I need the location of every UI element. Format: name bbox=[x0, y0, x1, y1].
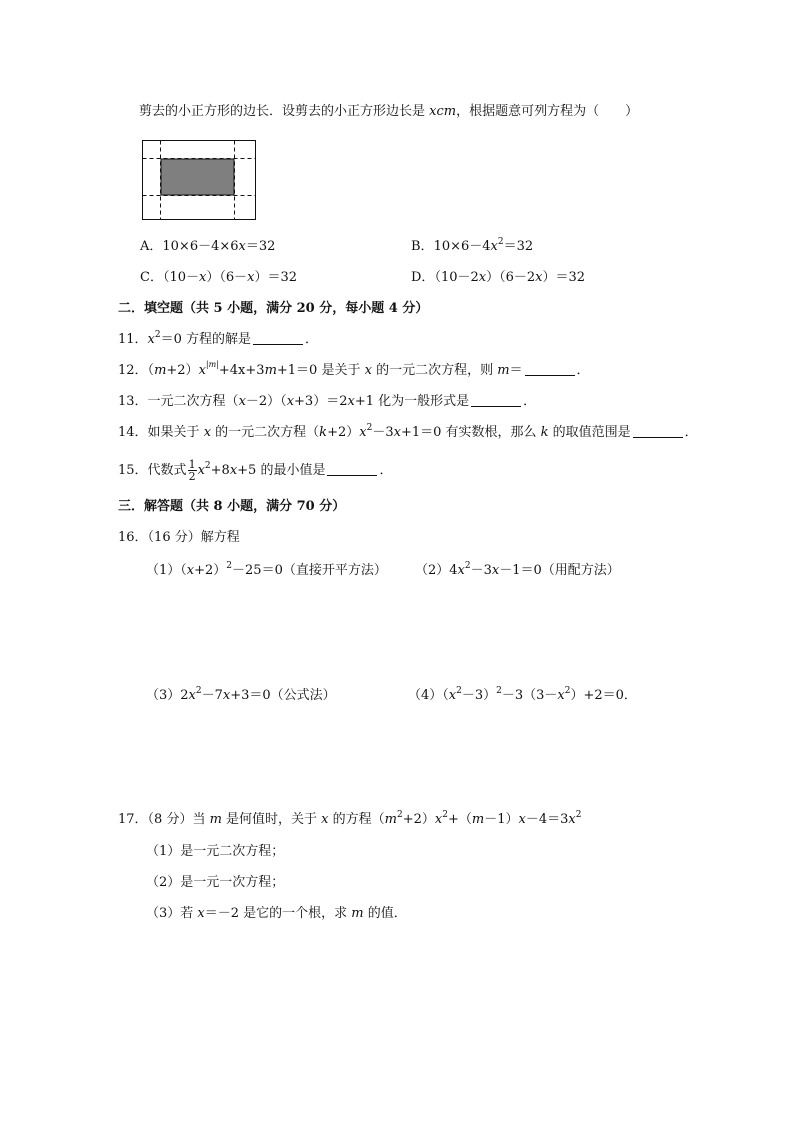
question-14: 14．如果关于 x 的一元二次方程$(k+2)x^2-3x+1=0$ 有实数根，那么 k 的取值范围是 ． bbox=[118, 423, 698, 440]
question-16-part-1: $(1)(x+2)^2-25=0$（直接开平方法） bbox=[146, 561, 387, 578]
question-17-sub-1: （1）是一元二次方程； bbox=[146, 844, 285, 859]
question-16-part-3: $(3)2x^2-7x+3=0$（公式法） bbox=[146, 686, 336, 703]
question-13: 13．一元二次方程（x－2）（x+3）＝2x+1 化为一般形式是 ． bbox=[118, 394, 537, 409]
answer-blank bbox=[327, 463, 377, 476]
option-b: B．$10\times 6-4x^2=32$ bbox=[411, 237, 534, 254]
answer-blank bbox=[253, 332, 303, 345]
intro-text: 剪去的小正方形的边长．设剪去的小正方形边长是 xcm，根据题意可列方程为（ ） bbox=[139, 104, 639, 119]
answer-blank bbox=[633, 425, 683, 438]
question-17-sub-2: （2）是一元一次方程； bbox=[146, 875, 285, 890]
section-2-title: 二．填空题（共 5 小题，满分 20 分，每小题 4 分） bbox=[118, 301, 429, 316]
question-12: 12．$(m+2)x^{|m|}+4x+3m+1=0$ 是关于 x 的一元二次方程，则 m＝ ． bbox=[118, 360, 590, 378]
answer-blank bbox=[471, 394, 521, 407]
question-16-header: 16．（16 分）解方程 bbox=[118, 530, 240, 545]
shaded-base bbox=[161, 159, 234, 195]
answer-blank bbox=[525, 363, 575, 376]
option-d: D．（10－2x）（6－2x）＝32 bbox=[411, 270, 586, 285]
rectangle-figure bbox=[140, 138, 260, 222]
fraction-one-half: $\frac{1}{2}$ bbox=[188, 458, 196, 483]
question-11: 11．$x^2=0$ 方程的解是 ． bbox=[118, 330, 319, 347]
section-3-title: 三．解答题（共 8 小题，满分 70 分） bbox=[118, 499, 346, 514]
question-17: 17．（8 分）当 m 是何值时，关于 x 的方程$(m^2+2)x^2+(m-1)x-4=3x^2$ bbox=[118, 810, 582, 827]
question-17-sub-3: （3）若 x＝－2 是它的一个根，求 m 的值． bbox=[146, 906, 407, 921]
question-15: 15．代数式 $\frac{1}{2}$ $x^2+8x+5$ 的最小值是 ． bbox=[118, 458, 393, 483]
option-a: A．10×6－4×6x＝32 bbox=[140, 239, 276, 254]
question-16-part-4: $(4)(x^2-3)^2-3(3-x^2)+2=0$． bbox=[408, 686, 637, 703]
question-16-part-2: $(2)4x^2-3x-1=0$（用配方法） bbox=[415, 561, 620, 578]
option-c: C．（10－x）（6－x）＝32 bbox=[140, 270, 298, 285]
